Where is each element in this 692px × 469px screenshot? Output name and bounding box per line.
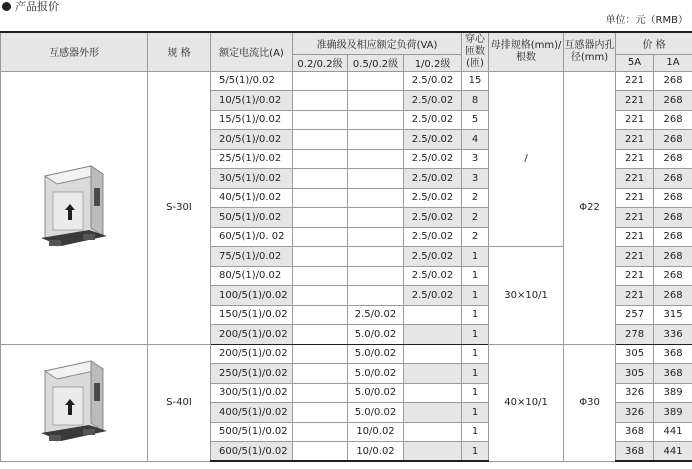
acc-05-cell: [348, 130, 404, 150]
product-image-s40: [1, 344, 148, 461]
acc-02-cell: [293, 286, 348, 306]
price-5a-cell: 221: [616, 208, 654, 228]
acc-05-cell: [348, 286, 404, 306]
acc-05-cell: [348, 71, 404, 91]
acc-05-cell: [348, 91, 404, 111]
acc-05-cell: [348, 247, 404, 267]
price-1a-cell: 268: [654, 286, 692, 306]
ratio-cell: 75/5(1)/0.02: [211, 247, 293, 267]
turns-cell: 1: [462, 286, 489, 306]
turns-cell: 8: [462, 91, 489, 111]
price-5a-cell: 221: [616, 227, 654, 247]
price-1a-cell: 268: [654, 266, 692, 286]
price-1a-cell: 389: [654, 383, 692, 403]
acc-1-cell: 2.5/0.02: [404, 247, 462, 267]
acc-05-cell: [348, 110, 404, 130]
acc-1-cell: 2.5/0.02: [404, 227, 462, 247]
acc-05-cell: 2.5/0.02: [348, 305, 404, 325]
ratio-cell: 500/5(1)/0.02: [211, 422, 293, 442]
price-1a-cell: 315: [654, 305, 692, 325]
price-1a-cell: 441: [654, 442, 692, 462]
turns-cell: 2: [462, 227, 489, 247]
ratio-cell: 300/5(1)/0.02: [211, 383, 293, 403]
acc-1-cell: 2.5/0.02: [404, 169, 462, 189]
col-header-acc-1: 1/0.2级: [404, 54, 462, 71]
price-5a-cell: 221: [616, 169, 654, 189]
acc-05-cell: 5.0/0.02: [348, 364, 404, 384]
turns-cell: 1: [462, 325, 489, 345]
acc-02-cell: [293, 383, 348, 403]
acc-1-cell: 2.5/0.02: [404, 286, 462, 306]
ratio-cell: 5/5(1)/0.02: [211, 71, 293, 91]
turns-cell: 15: [462, 71, 489, 91]
price-table: [0, 31, 692, 462]
price-1a-cell: 268: [654, 149, 692, 169]
acc-02-cell: [293, 71, 348, 91]
acc-1-cell: 2.5/0.02: [404, 110, 462, 130]
bullet-icon: [2, 2, 11, 11]
col-header-price-5a: 5A: [616, 54, 654, 71]
col-header-accuracy: 准确级及相应额定负荷(VA): [293, 32, 462, 54]
turns-cell: 1: [462, 383, 489, 403]
price-5a-cell: 221: [616, 91, 654, 111]
acc-02-cell: [293, 442, 348, 462]
acc-1-cell: [404, 422, 462, 442]
turns-cell: 4: [462, 130, 489, 150]
price-1a-cell: 268: [654, 110, 692, 130]
ratio-cell: 20/5(1)/0.02: [211, 130, 293, 150]
price-1a-cell: 268: [654, 227, 692, 247]
acc-1-cell: [404, 344, 462, 364]
turns-cell: 1: [462, 403, 489, 423]
acc-05-cell: [348, 149, 404, 169]
hole-cell: Φ30: [564, 344, 616, 461]
price-5a-cell: 221: [616, 149, 654, 169]
price-1a-cell: 268: [654, 71, 692, 91]
price-5a-cell: 221: [616, 286, 654, 306]
turns-cell: 1: [462, 442, 489, 462]
turns-cell: 2: [462, 208, 489, 228]
price-5a-cell: 278: [616, 325, 654, 345]
col-header-spec: 规 格: [148, 32, 211, 71]
price-1a-cell: 268: [654, 188, 692, 208]
acc-02-cell: [293, 227, 348, 247]
acc-1-cell: 2.5/0.02: [404, 91, 462, 111]
ratio-cell: 150/5(1)/0.02: [211, 305, 293, 325]
col-header-turns: 穿心匝数(匝): [462, 32, 489, 71]
col-header-hole: 互感器内孔径(mm): [564, 32, 616, 71]
acc-02-cell: [293, 149, 348, 169]
acc-02-cell: [293, 110, 348, 130]
turns-cell: 1: [462, 364, 489, 384]
price-5a-cell: 368: [616, 442, 654, 462]
price-5a-cell: 305: [616, 364, 654, 384]
price-1a-cell: 368: [654, 344, 692, 364]
acc-05-cell: [348, 208, 404, 228]
table-row: [1, 344, 692, 364]
price-5a-cell: 221: [616, 188, 654, 208]
ratio-cell: 200/5(1)/0.02: [211, 344, 293, 364]
acc-1-cell: [404, 305, 462, 325]
hole-cell: Φ22: [564, 71, 616, 344]
acc-02-cell: [293, 422, 348, 442]
current-transformer-image: [39, 353, 109, 449]
price-5a-cell: 326: [616, 383, 654, 403]
acc-02-cell: [293, 91, 348, 111]
acc-1-cell: [404, 364, 462, 384]
acc-1-cell: 2.5/0.02: [404, 208, 462, 228]
col-header-acc-05: 0.5/0.2级: [348, 54, 404, 71]
acc-05-cell: 5.0/0.02: [348, 344, 404, 364]
price-1a-cell: 268: [654, 247, 692, 267]
acc-05-cell: 5.0/0.02: [348, 383, 404, 403]
section-heading: [2, 0, 59, 14]
price-1a-cell: 268: [654, 169, 692, 189]
turns-cell: 5: [462, 110, 489, 130]
ratio-cell: 60/5(1)/0. 02: [211, 227, 293, 247]
col-header-price-1a: 1A: [654, 54, 692, 71]
acc-05-cell: 10/0.02: [348, 422, 404, 442]
spec-cell: S-40I: [148, 344, 211, 461]
acc-05-cell: [348, 169, 404, 189]
busbar-cell: /: [489, 71, 564, 247]
price-5a-cell: 305: [616, 344, 654, 364]
acc-02-cell: [293, 364, 348, 384]
acc-1-cell: [404, 325, 462, 345]
price-5a-cell: 221: [616, 130, 654, 150]
col-header-ratio: 额定电流比(A): [211, 32, 293, 71]
acc-1-cell: [404, 403, 462, 423]
busbar-cell: 40×10/1: [489, 344, 564, 461]
col-header-shape: 互感器外形: [1, 32, 148, 71]
heading-text: 产品报价: [15, 0, 59, 13]
acc-05-cell: 10/0.02: [348, 442, 404, 462]
turns-cell: 1: [462, 305, 489, 325]
unit-note: 单位：元（RMB）: [605, 15, 688, 26]
ratio-cell: 200/5(1)/0.02: [211, 325, 293, 345]
col-header-price: 价 格: [616, 32, 692, 54]
price-1a-cell: 268: [654, 91, 692, 111]
acc-1-cell: 2.5/0.02: [404, 71, 462, 91]
ratio-cell: 25/5(1)/0.02: [211, 149, 293, 169]
acc-02-cell: [293, 325, 348, 345]
price-5a-cell: 221: [616, 71, 654, 91]
acc-02-cell: [293, 344, 348, 364]
turns-cell: 3: [462, 169, 489, 189]
acc-02-cell: [293, 188, 348, 208]
product-image-s30: [1, 71, 148, 344]
ratio-cell: 30/5(1)/0.02: [211, 169, 293, 189]
acc-02-cell: [293, 305, 348, 325]
acc-05-cell: 5.0/0.02: [348, 403, 404, 423]
ratio-cell: 40/5(1)/0.02: [211, 188, 293, 208]
ratio-cell: 10/5(1)/0.02: [211, 91, 293, 111]
price-1a-cell: 336: [654, 325, 692, 345]
acc-1-cell: 2.5/0.02: [404, 266, 462, 286]
acc-02-cell: [293, 403, 348, 423]
ratio-cell: 15/5(1)/0.02: [211, 110, 293, 130]
turns-cell: 3: [462, 149, 489, 169]
current-transformer-image: [39, 158, 109, 254]
price-1a-cell: 389: [654, 403, 692, 423]
turns-cell: 1: [462, 344, 489, 364]
ratio-cell: 600/5(1)/0.02: [211, 442, 293, 462]
price-5a-cell: 221: [616, 247, 654, 267]
ratio-cell: 400/5(1)/0.02: [211, 403, 293, 423]
acc-1-cell: [404, 442, 462, 462]
acc-1-cell: 2.5/0.02: [404, 188, 462, 208]
price-5a-cell: 221: [616, 110, 654, 130]
price-1a-cell: 441: [654, 422, 692, 442]
turns-cell: 1: [462, 422, 489, 442]
col-header-acc-02: 0.2/0.2级: [293, 54, 348, 71]
acc-02-cell: [293, 130, 348, 150]
acc-05-cell: [348, 188, 404, 208]
turns-cell: 1: [462, 247, 489, 267]
ratio-cell: 50/5(1)/0.02: [211, 208, 293, 228]
ratio-cell: 250/5(1)/0.02: [211, 364, 293, 384]
acc-02-cell: [293, 266, 348, 286]
price-1a-cell: 368: [654, 364, 692, 384]
price-5a-cell: 221: [616, 266, 654, 286]
acc-1-cell: 2.5/0.02: [404, 149, 462, 169]
col-header-busbar: 母排规格(mm)/根数: [489, 32, 564, 71]
acc-05-cell: [348, 227, 404, 247]
turns-cell: 1: [462, 266, 489, 286]
price-1a-cell: 268: [654, 208, 692, 228]
acc-1-cell: [404, 383, 462, 403]
acc-02-cell: [293, 247, 348, 267]
price-5a-cell: 257: [616, 305, 654, 325]
busbar-cell: 30×10/1: [489, 247, 564, 345]
acc-05-cell: 5.0/0.02: [348, 325, 404, 345]
acc-05-cell: [348, 266, 404, 286]
acc-02-cell: [293, 169, 348, 189]
acc-02-cell: [293, 208, 348, 228]
acc-1-cell: 2.5/0.02: [404, 130, 462, 150]
price-1a-cell: 268: [654, 130, 692, 150]
turns-cell: 2: [462, 188, 489, 208]
price-5a-cell: 326: [616, 403, 654, 423]
spec-cell: S-30I: [148, 71, 211, 344]
table-row: [1, 71, 692, 91]
ratio-cell: 80/5(1)/0.02: [211, 266, 293, 286]
ratio-cell: 100/5(1)/0.02: [211, 286, 293, 306]
price-5a-cell: 368: [616, 422, 654, 442]
